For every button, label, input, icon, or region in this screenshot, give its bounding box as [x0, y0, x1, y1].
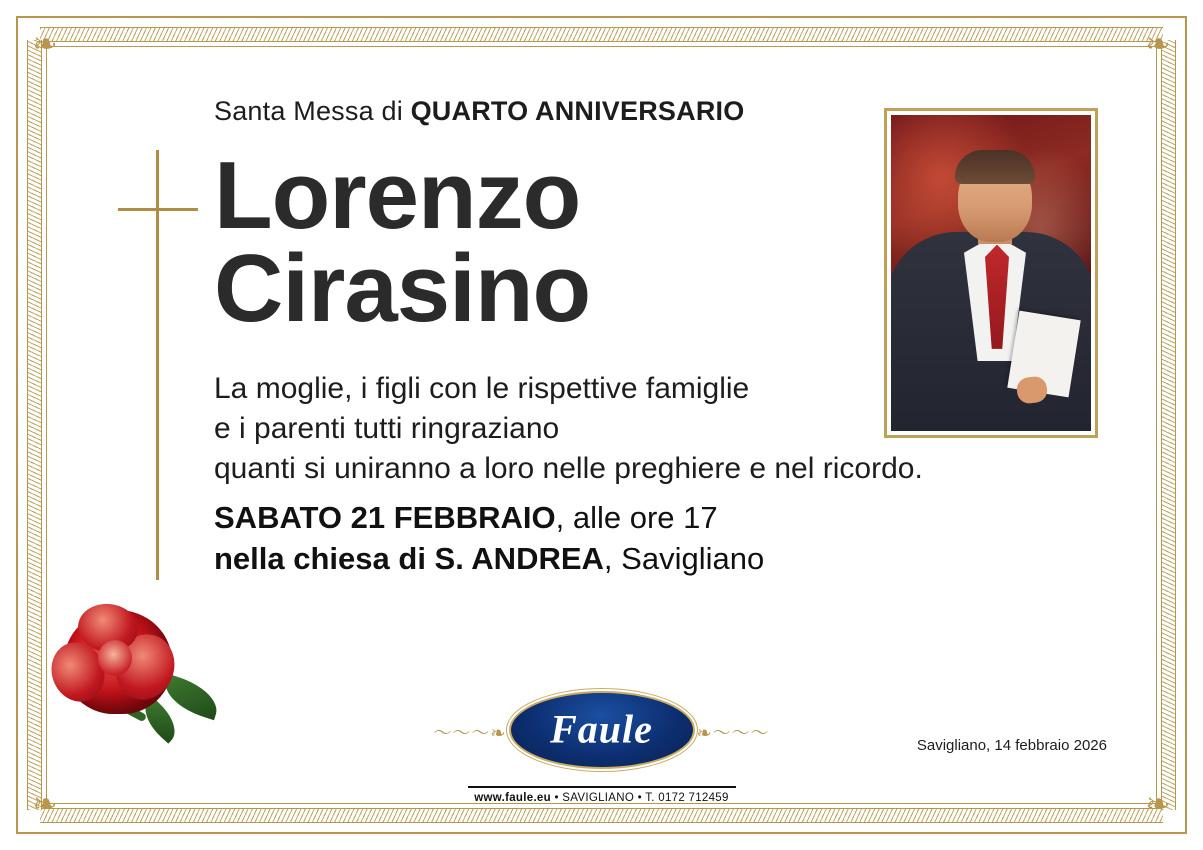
publisher-phone: • SAVIGLIANO • T. 0172 712459 — [550, 792, 729, 804]
event-line-1 — [214, 497, 874, 538]
cross-horizontal — [118, 208, 198, 211]
cross-vertical — [156, 150, 159, 580]
message-block — [214, 369, 923, 489]
event-date: SABATO 21 FEBBRAIO — [214, 499, 556, 535]
kicker-line — [214, 96, 874, 127]
place-date: Savigliano, 14 febbraio 2026 — [916, 737, 1107, 754]
corner-ornament-icon: ❧ — [1145, 788, 1171, 821]
event-details — [214, 497, 874, 579]
corner-ornament-icon: ❧ — [1145, 28, 1171, 61]
event-church: nella chiesa di S. ANDREA — [214, 541, 604, 577]
event-line-2 — [214, 538, 874, 579]
rose-icon — [42, 600, 222, 760]
photo-hair — [955, 150, 1035, 184]
border-band-right — [1161, 40, 1176, 810]
border-band-top — [40, 27, 1163, 42]
event-town: , Savigliano — [603, 541, 765, 577]
event-time: , alle ore 17 — [555, 499, 718, 535]
logo-wordmark: Faule — [550, 706, 653, 752]
name-first: Lorenzo — [214, 142, 581, 249]
kicker-strong: QUARTO ANNIVERSARIO — [410, 96, 745, 126]
border-band-left — [27, 40, 42, 810]
announcement-text — [214, 96, 923, 579]
name-last: Cirasino — [214, 235, 591, 343]
cross-icon — [118, 150, 198, 580]
message-line: e i parenti tutti ringraziano — [214, 412, 560, 446]
message-line: quanti si uniranno a loro nelle preghiere e nel ricordo. — [214, 452, 923, 485]
kicker-prefix: Santa Messa di — [214, 96, 411, 126]
flourish-left-icon: 〜〜〜❧ — [433, 723, 507, 743]
portrait-photo — [891, 115, 1091, 431]
portrait-frame — [884, 108, 1098, 438]
deceased-name — [214, 142, 874, 343]
logo-badge — [509, 691, 695, 769]
publisher-logo — [367, 691, 837, 804]
corner-ornament-icon: ❧ — [32, 28, 58, 61]
publisher-contact — [367, 792, 837, 804]
rose-center — [98, 640, 132, 676]
border-band-bottom — [40, 808, 1163, 823]
corner-ornament-icon: ❧ — [32, 788, 58, 821]
flourish-right-icon: ❧〜〜〜 — [696, 723, 770, 743]
message-line: La moglie, i figli con le rispettive famiglie — [214, 372, 750, 406]
publisher-website: www.faule.eu — [474, 792, 551, 804]
logo-divider — [468, 786, 736, 788]
